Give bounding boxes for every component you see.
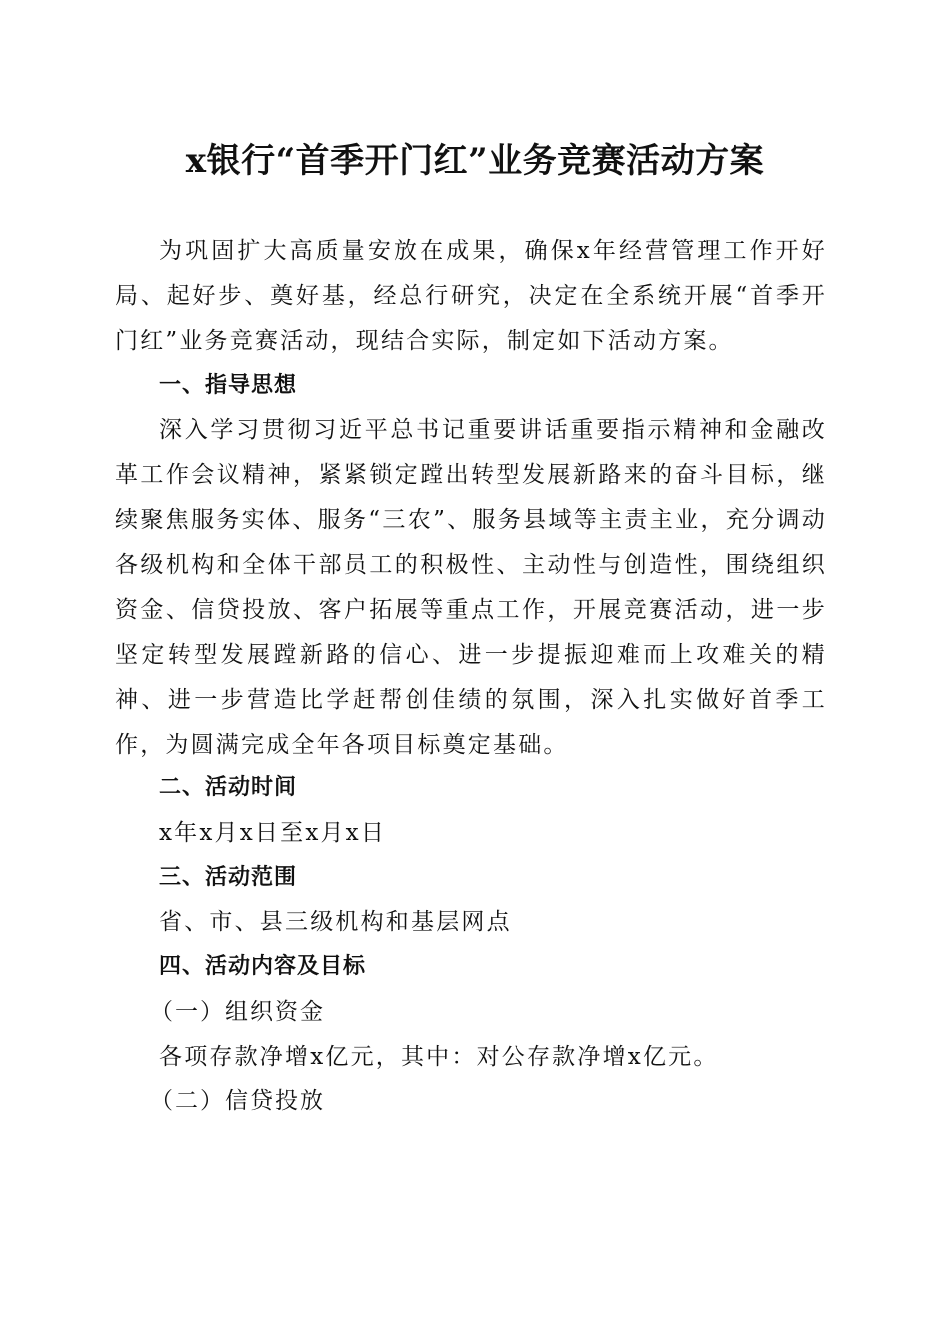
section-heading-content-goals: 四、活动内容及目标 <box>159 954 367 979</box>
guiding-thought-paragraph: 深入学习贯彻习近平总书记重要讲话重要指示精神和金融改革工作会议精神，紧紧锁定蹚出转型发展新路来的奋斗目标，继续聚焦服务实体、服务“三农”、服务县域等主责主业，充分调动各级机构和全体干部员工的积极性、主动性与创造性，围绕组织资金、信贷投放、客户拓展等重点工作，开展竞赛活动，进一步坚定转型发展蹚新路的信心、进一步提振迎难而上攻难关的精神、进一步营造比学赶帮创佳绩的氛围，深入扎实做好首季工作，为圆满完成全年各项目标奠定基础。 <box>115 417 827 758</box>
section-heading-guiding-thought: 一、指导思想 <box>159 373 298 398</box>
activity-time-text: x年x月x日至x月x日 <box>159 820 387 846</box>
subsection-heading-funds: （一）组织资金 <box>150 999 325 1025</box>
section-heading-activity-time: 二、活动时间 <box>159 775 298 800</box>
intro-paragraph: 为巩固扩大高质量安放在成果，确保x年经营管理工作开好局、起好步、奠好基，经总行研究，决定在全系统开展“首季开门红”业务竞赛活动，现结合实际，制定如下活动方案。 <box>115 238 827 354</box>
section-heading-activity-scope: 三、活动范围 <box>159 865 298 890</box>
subsection-heading-credit: （二）信贷投放 <box>150 1088 325 1114</box>
funds-target-text: 各项存款净增x亿元，其中：对公存款净增x亿元。 <box>159 1044 719 1070</box>
document-title: x银行“首季开门红”业务竞赛活动方案 <box>185 141 765 181</box>
activity-scope-text: 省、市、县三级机构和基层网点 <box>159 909 512 935</box>
